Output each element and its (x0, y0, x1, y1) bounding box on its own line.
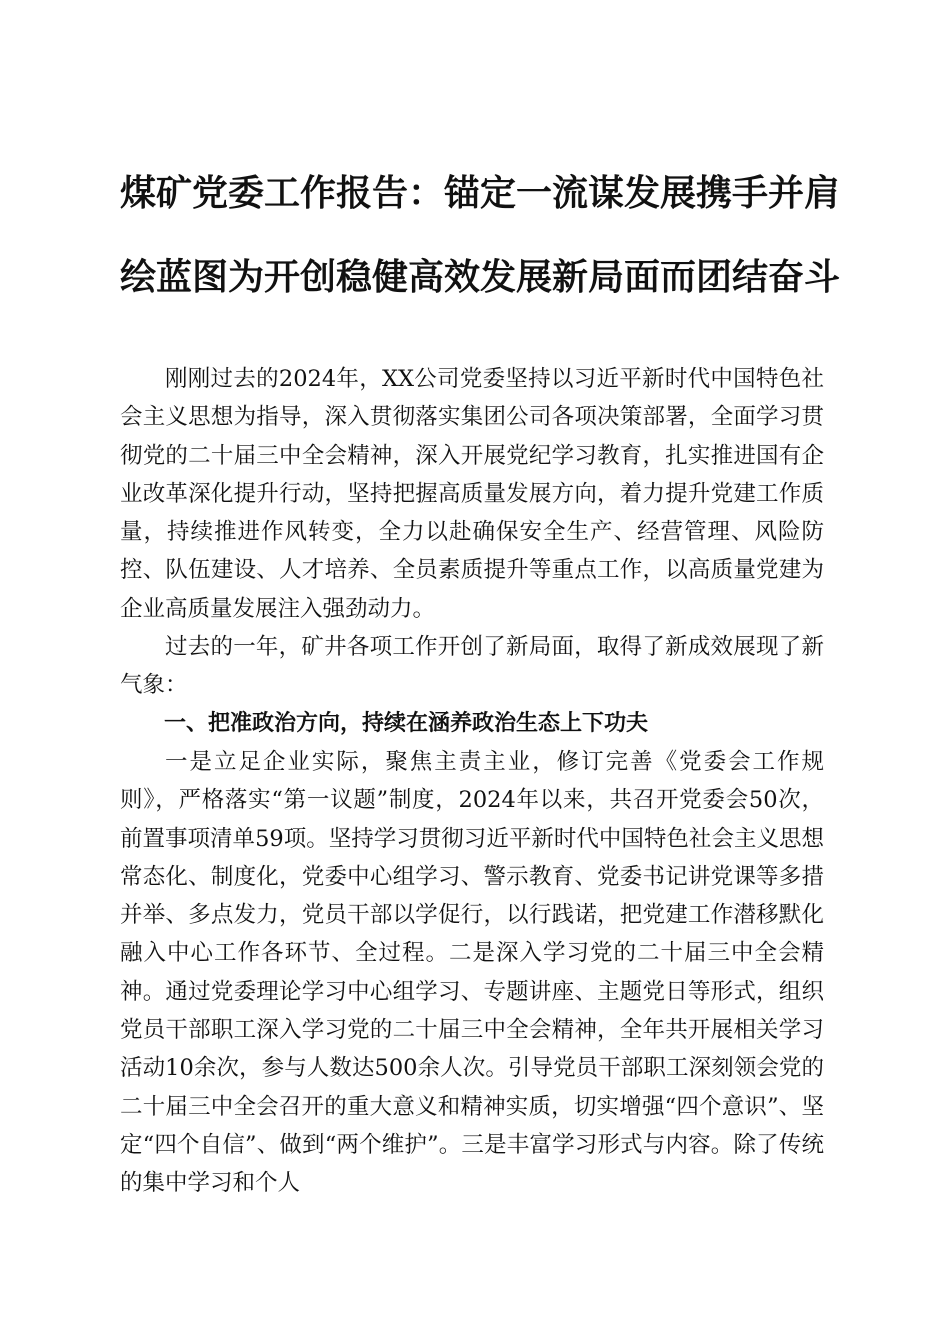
document-title (120, 166, 841, 334)
title-line-1: 煤矿党委工作报告：锚定一流谋发展携手并肩 (120, 172, 841, 214)
section-heading-1: 一、把准政治方向，持续在涵养政治生态上下功夫 (164, 710, 649, 736)
paragraph-intro: 刚刚过去的2024年，XX公司党委坚持以习近平新时代中国特色社会主义思想为指导，深入贯彻落实集团公司各项决策部署，全面学习贯彻党的二十届三中全会精神，深入开展党纪学习教育，扎实推进国有企业改革深化提升行动，坚持把握高质量发展方向，着力提升党建工作质量，持续推进作风转变，全力以赴确保安全生产、经营管理、风险防控、队伍建设、人才培养、全员素质提升等重点工作，以高质量党建为企业高质量发展注入强劲动力。 (120, 366, 824, 622)
paragraph-section-1: 一是立足企业实际，聚焦主责主业，修订完善《党委会工作规则》，严格落实“第一议题”制度，2024年以来，共召开党委会50次，前置事项清单59项。坚持学习贯彻习近平新时代中国特色社会主义思想常态化、制度化，党委中心组学习、警示教育、党委书记讲党课等多措并举、多点发力，党员干部以学促行，以行践诺，把党建工作潜移默化融入中心工作各环节、全过程。二是深入学习党的二十届三中全会精神。通过党委理论学习中心组学习、专题讲座、主题党日等形式，组织党员干部职工深入学习党的二十届三中全会精神，全年共开展相关学习活动10余次，参与人数达500余人次。引导党员干部职工深刻领会党的二十届三中全会召开的重大意义和精神实质，切实增强“四个意识”、坚定“四个自信”、做到“两个维护”。三是丰富学习形式与内容。除了传统的集中学习和个人 (120, 748, 824, 1197)
document-body (120, 360, 824, 1203)
title-line-2: 绘蓝图为开创稳健高效发展新局面而团结奋斗 (120, 256, 841, 298)
paragraph-summary: 过去的一年，矿井各项工作开创了新局面，取得了新成效展现了新气象： (120, 634, 824, 699)
